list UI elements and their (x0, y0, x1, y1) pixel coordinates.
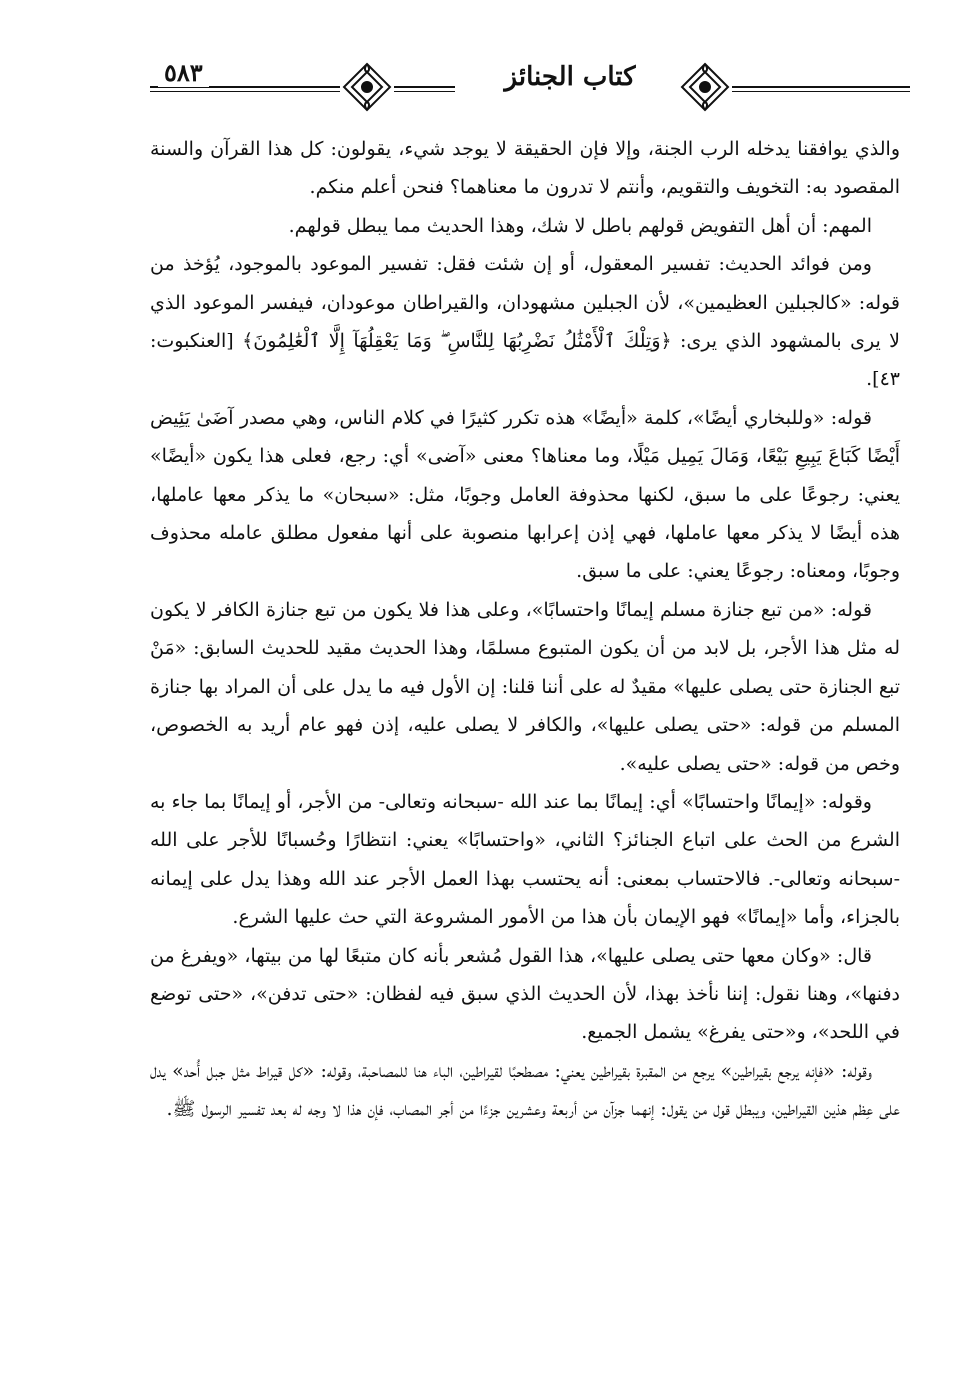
paragraph: قوله: «من تبع جنازة مسلم إيمانًا واحتسابًا»، وعلى هذا فلا يكون من تبع جنازة الكافر لا يكون له مثل هذا الأجر، بل لابد من أن يكون المتبوع مسلمًا، وهذا الحديث مقيد للحديث السابق: «مَنْ تبع الجنازة حتى يصلى عليها» مقيدٌ له على أننا قلنا: إن الأول فيه ما يدل على أن المراد بها جنازة المسلم من قوله: «حتى يصلى عليها»، والكافر لا يصلى عليه، إذن فهو عام أريد به الخصوص، وخص من قوله: «حتى يصلى عليه». (150, 598, 900, 775)
page-header (150, 58, 910, 118)
paragraph: وقوله: «إيمانًا واحتسابًا» أي: إيمانًا بما عند الله -سبحانه وتعالى- من الأجر، أو إيمانًا بما جاء به الشرع من الحث على اتباع الجنائز؟ الثاني، «واحتسابًا» يعني: انتظارًا وحُسبانًا للأجر على الله -سبحانه وتعالى-. فالاحتساب بمعنى: أنه يحتسب بهذا العمل الأجر عند الله وهذا يدل على إيمانه بالجزاء، وأما «إيمانًا» فهو الإيمان بأن هذا من الأمور المشروعة التي حث عليها الشرع. (150, 790, 900, 929)
paragraph: المهم: أن أهل التفويض قولهم باطل لا شك، وهذا الحديث مما يبطل قولهم. (288, 214, 872, 237)
paragraph: قال: «وكان معها حتى يصلى عليها»، هذا القول مُشعر بأنه كان متبعًا لها من بيتها، «ويفرغ من دفنها»، وهنا نقول: إننا نأخذ بهذا، لأن الحديث الذي سبق فيه لفظان: «حتى تدفن»، «حتى توضع في اللحد»، و«حتى يفرغ» يشمل الجميع. (150, 944, 900, 1044)
paragraph: وقوله: «فإنه يرجع بقيراطين» يرجع من المقبرة بقيراطين يعني: مصطحبًا لقيراطين، الباء هنا للمصاحبة، وقوله: «كل قيراط مثل جبل أُحد» يدل على عِظم هذين القيراطين، ويبطل قول من يقول: إنهما جزآن من أربعة وعشرين جزءًا من أجر المصاب، فإن هذا لا وجه له بعد تفسير الرسول ﷺ. (150, 1059, 900, 1121)
paragraph: قوله: «وللبخاري أيضًا»، كلمة «أيضًا» هذه تكرر كثيرًا في كلام الناس، وهي مصدر آضَىٰ يَئِيض أَيْضًا كَبَاعَ يَبِيعِ بَيْعًا، وَمَالَ يَمِيل مَيْلًا، وما معناها؟ معنى «آضى» أي: رجع، فعلى هذا يكون «أيضًا» يعني: رجوعًا على ما سبق، لكنها محذوفة العامل وجوبًا، مثل: «سبحان» ما يذكر معها عاملها، هذه أيضًا لا يذكر معها عاملها، فهي إذن إعرابها منصوبة على أنها مفعول مطلق عامله محذوف وجوبًا، ومعناه: رجوعًا يعني: على ما سبق. (150, 406, 900, 583)
paragraph: والذي يوافقنا يدخله الرب الجنة، وإلا فإن الحقيقة لا يوجد شيء، يقولون: كل هذا القرآن والسنة المقصود به: التخويف والتقويم، وأنتم لا تدرون ما معناهما؟ فنحن أعلم منكم. (150, 138, 900, 199)
running-title: كتاب الجنائز (455, 62, 685, 92)
ornament-icon (340, 60, 394, 114)
paragraph: ومن فوائد الحديث: تفسير المعقول، أو إن شئت فقل: تفسير الموعود بالموجود، يُؤخذ من قوله: «كالجبلين العظيمين»، لأن الجبلين مشهودان، والقيراطان موعودان، فيفسر الموعود الذي لا يرى بالمشهود الذي يرى: ﴿وَتِلْكَ ٱلْأَمْثَٰلُ نَضْرِبُهَا لِلنَّاسِ ۖ وَمَا يَعْقِلُهَآ إِلَّا ٱلْعَٰلِمُونَ﴾ [العنكبوت: ٤٣]. (150, 253, 900, 391)
page-number: ٥٨٣ (158, 58, 209, 87)
body-text (150, 130, 900, 1129)
ornament-icon (678, 60, 732, 114)
